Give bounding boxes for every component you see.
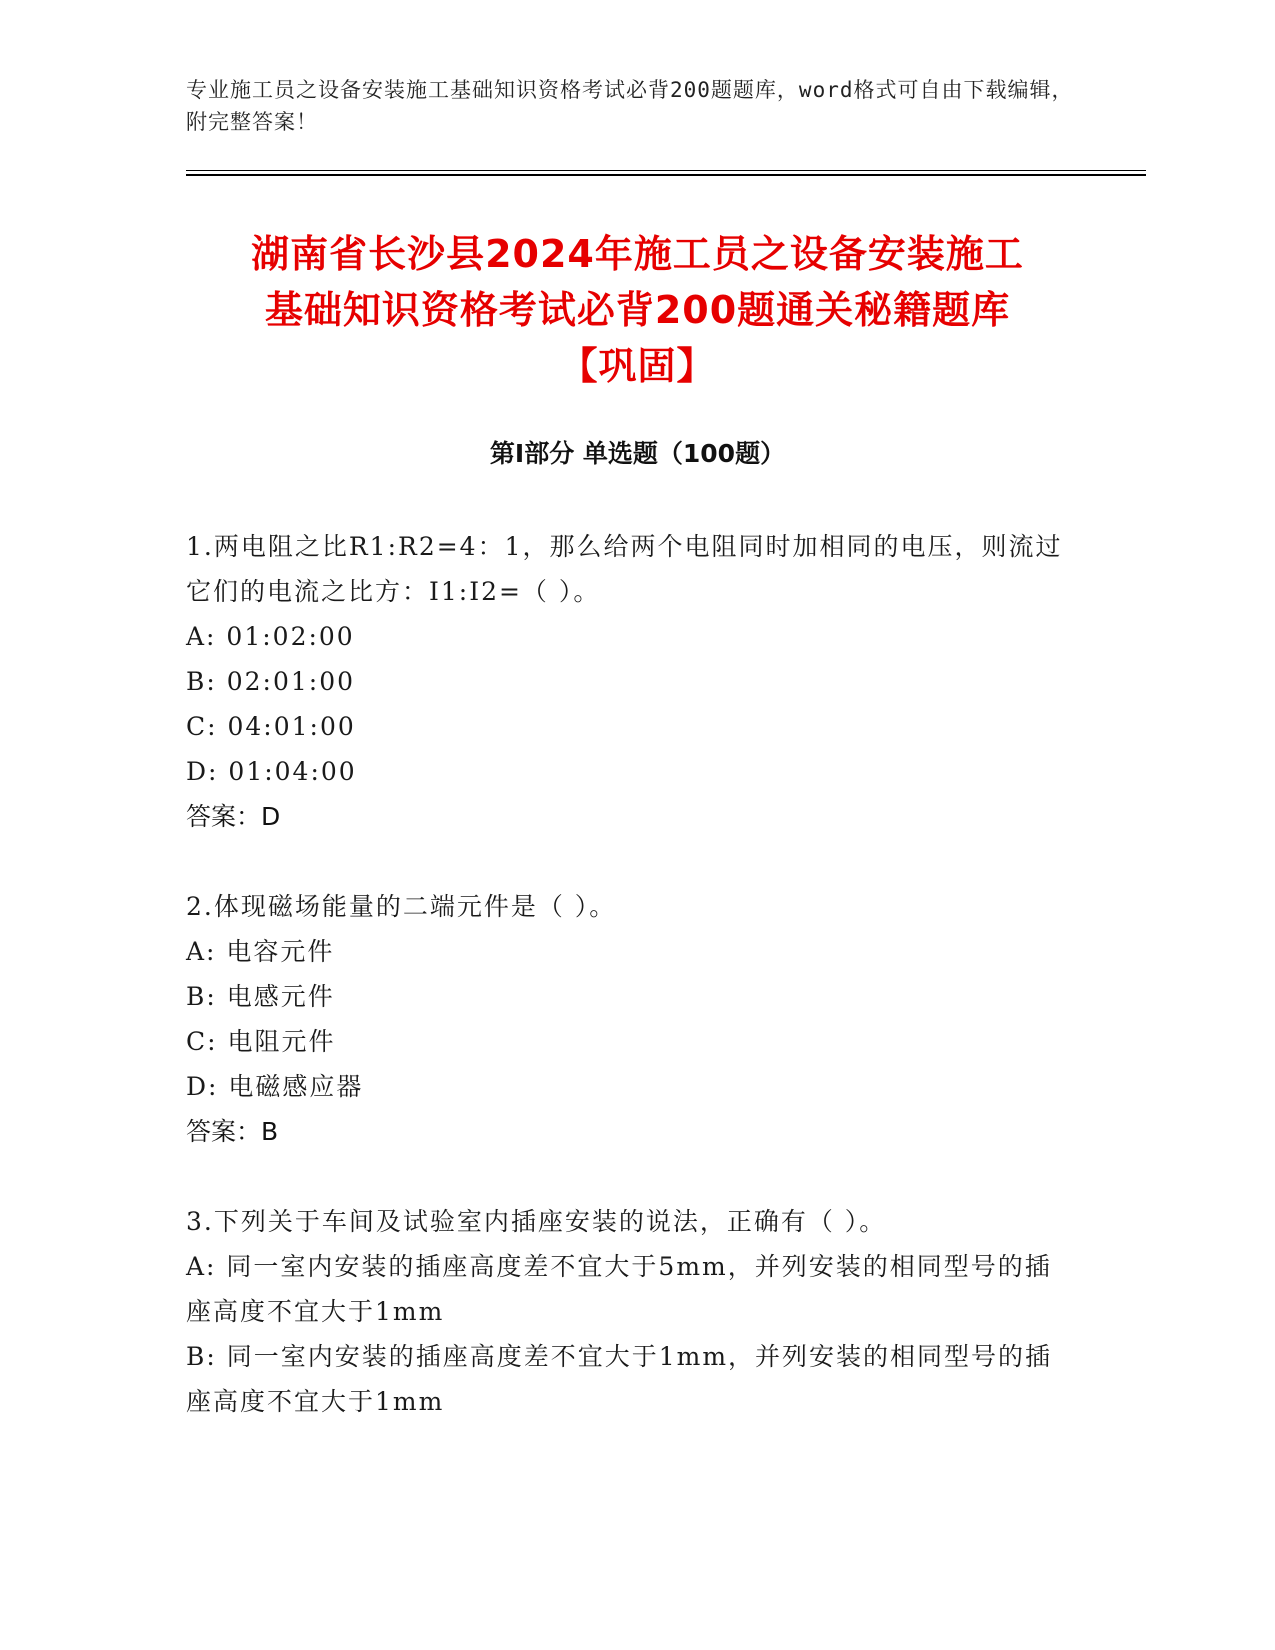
option-a: A: 电容元件 [186, 937, 335, 966]
option-d: D: 01:04:00 [186, 757, 357, 786]
question-item [186, 1199, 1066, 1424]
answer-text: 答案：B [186, 1117, 279, 1146]
option-d: D: 电磁感应器 [186, 1072, 364, 1101]
answer-text: 答案：D [186, 802, 281, 831]
option-b: B: 02:01:00 [186, 667, 356, 696]
option-a: A: 同一室内安装的插座高度差不宜大于5mm，并列安装的相同型号的插座高度不宜大于1mm [186, 1252, 1052, 1326]
header-note: 专业施工员之设备安装施工基础知识资格考试必背200题题库，word格式可自由下载编辑，附完整答案！ [186, 78, 1074, 134]
question-stem: 3.下列关于车间及试验室内插座安装的说法，正确有（ ）。 [186, 1207, 887, 1236]
option-c: C: 电阻元件 [186, 1027, 336, 1056]
title-line-3: 【巩固】 [559, 344, 716, 388]
question-item [186, 884, 1066, 1154]
title-line-1: 湖南省长沙县2024年施工员之设备安装施工 [251, 232, 1024, 276]
question-item [186, 524, 1066, 839]
question-list [186, 524, 1066, 1469]
question-stem: 1.两电阻之比R1:R2=4：1，那么给两个电阻同时加相同的电压，则流过它们的电流之比方：I1:I2=（ ）。 [186, 532, 1063, 606]
document-title [150, 226, 1125, 394]
header-divider-thick [186, 174, 1146, 176]
option-c: C: 04:01:00 [186, 712, 356, 741]
option-b: B: 电感元件 [186, 982, 335, 1011]
option-a: A: 01:02:00 [186, 622, 355, 651]
header-divider-thin [186, 170, 1146, 171]
question-stem: 2.体现磁场能量的二端元件是（ ）。 [186, 892, 617, 921]
section-heading: 第Ⅰ部分 单选题（100题） [489, 439, 786, 468]
option-b: B: 同一室内安装的插座高度差不宜大于1mm，并列安装的相同型号的插座高度不宜大于1mm [186, 1342, 1053, 1416]
title-line-2: 基础知识资格考试必背200题通关秘籍题库 [264, 288, 1011, 332]
